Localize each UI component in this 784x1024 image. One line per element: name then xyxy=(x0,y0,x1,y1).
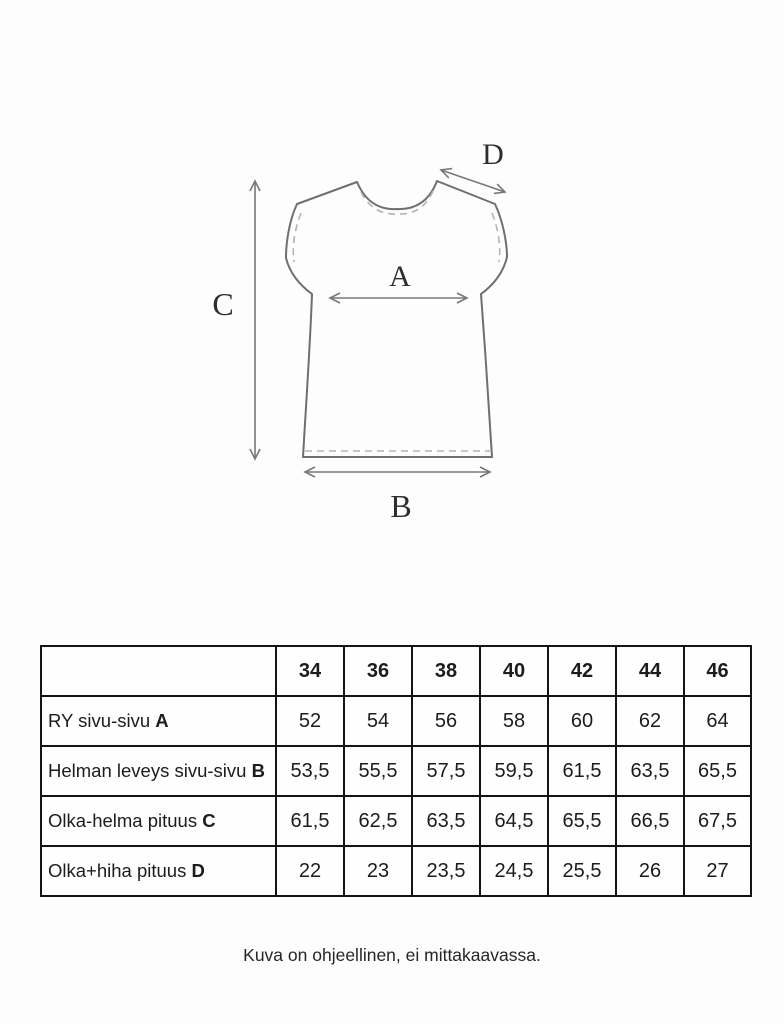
measure-cell: 66,5 xyxy=(616,796,684,846)
row-label: Olka-helma pituus C xyxy=(41,796,276,846)
measure-cell: 52 xyxy=(276,696,344,746)
measure-cell: 56 xyxy=(412,696,480,746)
label-a: A xyxy=(389,260,411,293)
size-col-header: 44 xyxy=(616,646,684,696)
tshirt-outline xyxy=(286,181,507,457)
size-col-header: 36 xyxy=(344,646,412,696)
measure-arrow-d xyxy=(441,170,505,192)
left-sleeve-stitch xyxy=(293,213,301,262)
measure-cell: 57,5 xyxy=(412,746,480,796)
measure-cell: 62 xyxy=(616,696,684,746)
size-table xyxy=(40,645,752,897)
measure-cell: 23,5 xyxy=(412,846,480,896)
garment-measurement-diagram xyxy=(185,125,545,535)
measure-cell: 64,5 xyxy=(480,796,548,846)
measure-cell: 61,5 xyxy=(548,746,616,796)
measure-cell: 62,5 xyxy=(344,796,412,846)
measure-cell: 67,5 xyxy=(684,796,751,846)
measure-cell: 59,5 xyxy=(480,746,548,796)
measure-row-d xyxy=(41,846,751,896)
row-label: Helman leveys sivu-sivu B xyxy=(41,746,276,796)
measure-cell: 58 xyxy=(480,696,548,746)
scale-disclaimer: Kuva on ohjeellinen, ei mittakaavassa. xyxy=(243,945,541,965)
measure-cell: 63,5 xyxy=(616,746,684,796)
label-b: B xyxy=(390,488,412,524)
row-label: Olka+hiha pituus D xyxy=(41,846,276,896)
size-col-header: 42 xyxy=(548,646,616,696)
measure-row-b xyxy=(41,746,751,796)
measure-cell: 61,5 xyxy=(276,796,344,846)
size-col-header: 38 xyxy=(412,646,480,696)
measure-cell: 54 xyxy=(344,696,412,746)
row-label: RY sivu-sivu A xyxy=(41,696,276,746)
measure-cell: 24,5 xyxy=(480,846,548,896)
measure-cell: 64 xyxy=(684,696,751,746)
measure-row-a xyxy=(41,696,751,746)
right-sleeve-stitch xyxy=(492,213,500,262)
size-col-header: 40 xyxy=(480,646,548,696)
measure-cell: 65,5 xyxy=(548,796,616,846)
measure-cell: 27 xyxy=(684,846,751,896)
measure-cell: 25,5 xyxy=(548,846,616,896)
size-header-row xyxy=(41,646,751,696)
label-c: C xyxy=(212,286,234,322)
label-d: D xyxy=(482,138,504,171)
measure-cell: 65,5 xyxy=(684,746,751,796)
measure-cell: 55,5 xyxy=(344,746,412,796)
measure-cell: 63,5 xyxy=(412,796,480,846)
measure-cell: 23 xyxy=(344,846,412,896)
measure-cell: 22 xyxy=(276,846,344,896)
measure-cell: 60 xyxy=(548,696,616,746)
measure-cell: 53,5 xyxy=(276,746,344,796)
size-col-header: 46 xyxy=(684,646,751,696)
measure-row-c xyxy=(41,796,751,846)
measure-cell: 26 xyxy=(616,846,684,896)
corner-cell xyxy=(41,646,276,696)
size-col-header: 34 xyxy=(276,646,344,696)
